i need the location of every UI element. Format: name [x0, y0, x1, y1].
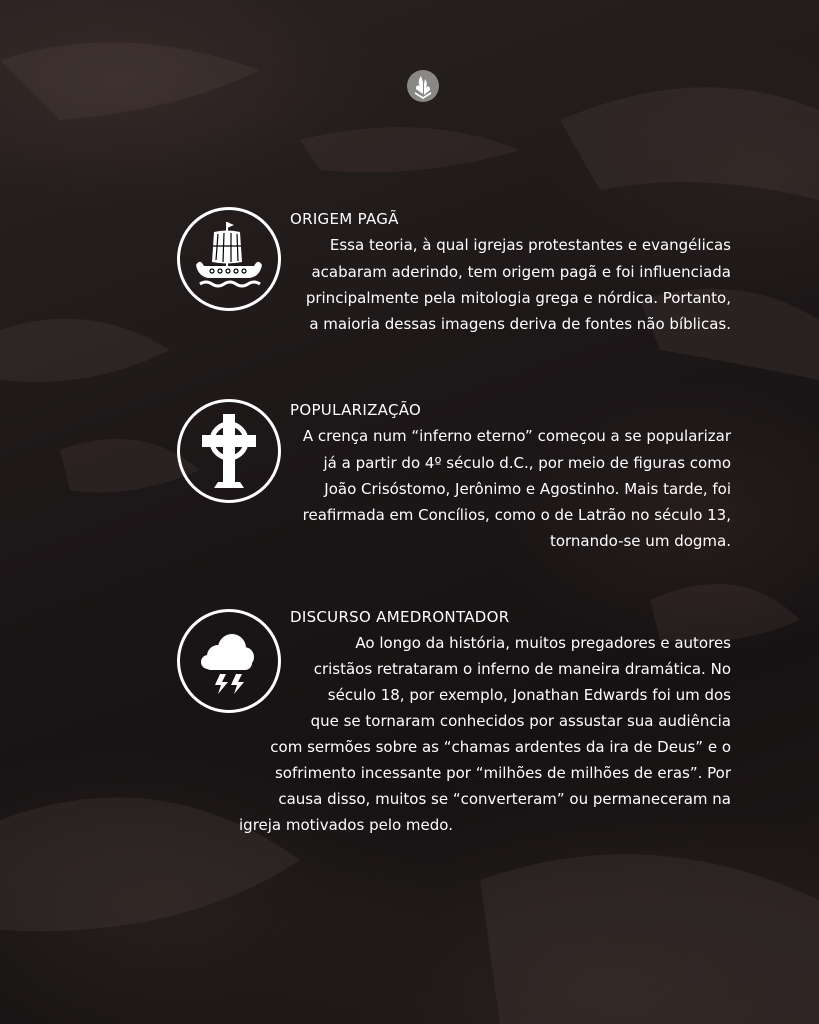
paragraph-line: João Crisóstomo, Jerônimo e Agostinho. Mais tarde, foi: [324, 480, 731, 498]
paragraph-line: cristãos retrataram o inferno de maneira dramática. No: [313, 660, 731, 678]
viking-ship-icon: [180, 210, 278, 308]
storm-cloud-icon: [180, 612, 278, 710]
emblem-circle: [177, 207, 281, 311]
church-logo: [407, 70, 439, 102]
paragraph-line: acabaram aderindo, tem origem pagã e foi influenciada: [311, 263, 731, 281]
paragraph-line: tornando-se um dogma.: [549, 532, 731, 550]
paragraph-line: sofrimento incessante por “milhões de milhões de eras”. Por: [274, 764, 731, 782]
emblem-circle: [177, 609, 281, 713]
celtic-cross-icon: [180, 402, 278, 500]
paragraph-line: já a partir do 4º século d.C., por meio de figuras como: [323, 454, 731, 472]
paragraph-line: que se tornaram conhecidos por assustar sua audiência: [310, 712, 731, 730]
section-title: POPULARIZAÇÃO: [290, 401, 422, 419]
paragraph-line: A crença num “inferno eterno” começou a se popularizar: [302, 427, 731, 445]
paragraph-line: século 18, por exemplo, Jonathan Edwards foi um dos: [327, 686, 731, 704]
emblem-circle: [177, 399, 281, 503]
paragraph-line: Ao longo da história, muitos pregadores e autores: [355, 634, 731, 652]
paragraph-line: principalmente pela mitologia grega e nórdica. Portanto,: [305, 289, 731, 307]
section-title: DISCURSO AMEDRONTADOR: [290, 608, 510, 626]
paragraph-line: igreja motivados pelo medo.: [239, 816, 453, 834]
flame-book-logo-icon: [407, 70, 439, 102]
paragraph-line: reafirmada em Concílios, como o de Latrão no século 13,: [302, 506, 731, 524]
section-title: ORIGEM PAGÃ: [290, 210, 399, 228]
paragraph-line: com sermões sobre as “chamas ardentes da ira de Deus” e o: [270, 738, 731, 756]
paragraph-line: Essa teoria, à qual igrejas protestantes e evangélicas: [329, 236, 731, 254]
paragraph-line: causa disso, muitos se “converteram” ou permaneceram na: [278, 790, 731, 808]
paragraph-line: a maioria dessas imagens deriva de fontes não bíblicas.: [309, 315, 731, 333]
